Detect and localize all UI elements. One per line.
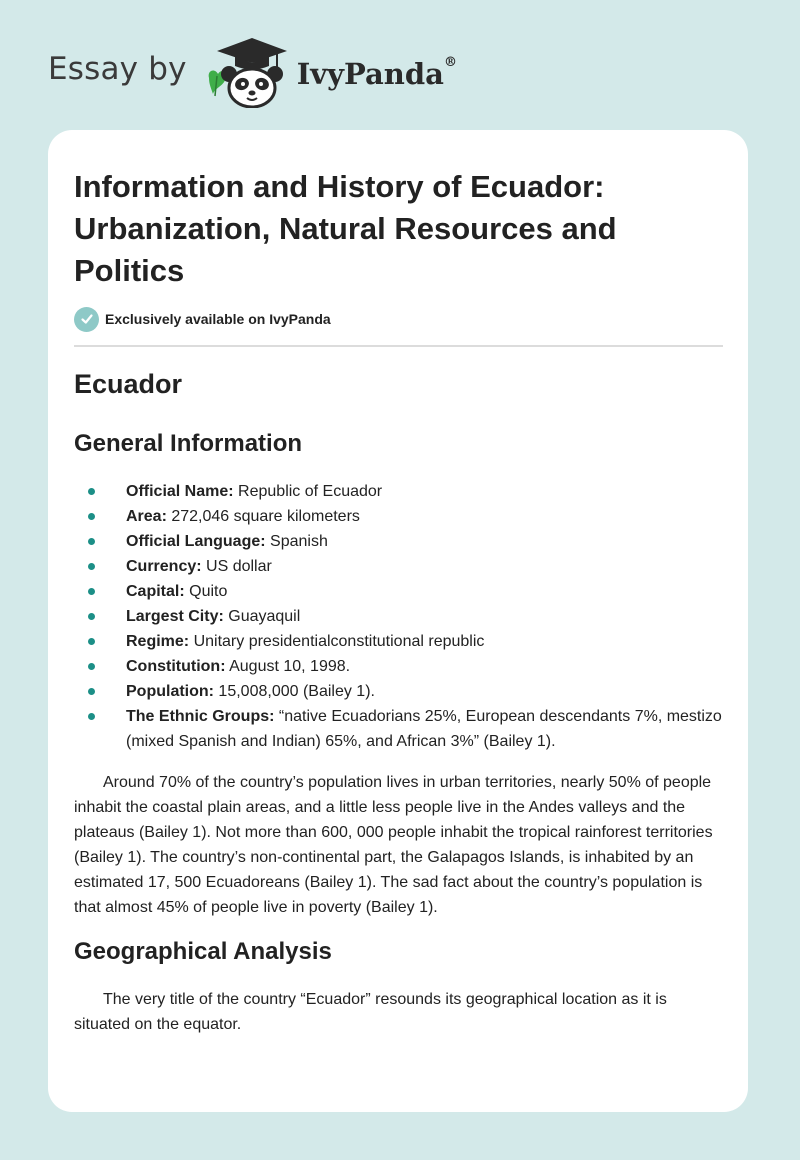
exclusive-badge: [74, 306, 331, 332]
list-item: [74, 504, 724, 529]
registered-mark: ®: [443, 55, 457, 70]
fact-label: Currency:: [126, 558, 202, 575]
list-item: [74, 529, 724, 554]
section-heading-geography: Geographical Analysis: [74, 938, 332, 965]
list-item: [74, 479, 724, 504]
fact-label: Official Language:: [126, 533, 266, 550]
fact-value: Quito: [184, 583, 228, 600]
bullet-dot-icon: [88, 488, 95, 495]
fact-value: “native Ecuadorians 25%, European descendants 7%, mestizo (mixed Spanish and Indian) 65%, and African 3%” (Bailey 1).: [126, 708, 722, 750]
bullet-dot-icon: [88, 588, 95, 595]
fact-value: Republic of Ecuador: [233, 483, 383, 500]
fact-label: The Ethnic Groups:: [126, 708, 275, 725]
article-card: [48, 130, 748, 1112]
fact-value: Guayaquil: [223, 608, 301, 625]
bullet-dot-icon: [88, 538, 95, 545]
main-heading: Ecuador: [74, 369, 183, 399]
exclusive-label: Exclusively available on IvyPanda: [105, 311, 331, 327]
article-title: Information and History of Ecuador: Urbanization, Natural Resources and Politics: [74, 169, 617, 288]
bullet-dot-icon: [88, 513, 95, 520]
fact-value: 272,046 square kilometers: [166, 508, 360, 525]
check-icon: [74, 307, 99, 332]
section-heading-general: General Information: [74, 430, 303, 457]
paragraph-population: Around 70% of the country’s population lives in urban territories, nearly 50% of people inhabit the coastal plain areas, and a little less people live in the Andes valleys and the plateaus (Bailey 1). Not more than 600, 000 people inhabit the tropical rainforest territories (Bailey 1). The country’s non-continental part, the Galapagos Islands, is inhabited by an estimated 17, 500 Ecuadoreans (Bailey 1). The sad fact about the country’s population is that almost 45% of people live in poverty (Bailey 1).: [74, 774, 713, 916]
list-item: [74, 554, 724, 579]
bullet-dot-icon: [88, 563, 95, 570]
fact-value: US dollar: [201, 558, 272, 575]
bullet-dot-icon: [88, 663, 95, 670]
fact-value: Unitary presidentialconstitutional republic: [189, 633, 485, 650]
fact-label: Area:: [126, 508, 167, 525]
list-item: [74, 704, 724, 754]
fact-value: August 10, 1998.: [225, 658, 351, 675]
list-item: [74, 679, 724, 704]
fact-label: Capital:: [126, 583, 185, 600]
fact-label: Largest City:: [126, 608, 224, 625]
paragraph-geography: The very title of the country “Ecuador” resounds its geographical location as it is situated on the equator.: [74, 991, 667, 1033]
fact-value: Spanish: [265, 533, 328, 550]
bullet-dot-icon: [88, 688, 95, 695]
fact-value: 15,008,000 (Bailey 1).: [213, 683, 375, 700]
bullet-dot-icon: [88, 713, 95, 720]
site-header: [48, 36, 457, 108]
list-item: [74, 629, 724, 654]
panda-logo-icon[interactable]: [205, 36, 291, 108]
brand-name[interactable]: IvyPanda®: [296, 55, 457, 91]
bullet-dot-icon: [88, 638, 95, 645]
fact-label: Official Name:: [126, 483, 234, 500]
list-item: [74, 579, 724, 604]
bullet-dot-icon: [88, 613, 95, 620]
essay-by-label: Essay by: [48, 51, 187, 87]
facts-list: [74, 479, 724, 754]
list-item: [74, 604, 724, 629]
fact-label: Population:: [126, 683, 214, 700]
fact-label: Constitution:: [126, 658, 226, 675]
divider: [74, 345, 723, 347]
fact-label: Regime:: [126, 633, 190, 650]
list-item: [74, 654, 724, 679]
